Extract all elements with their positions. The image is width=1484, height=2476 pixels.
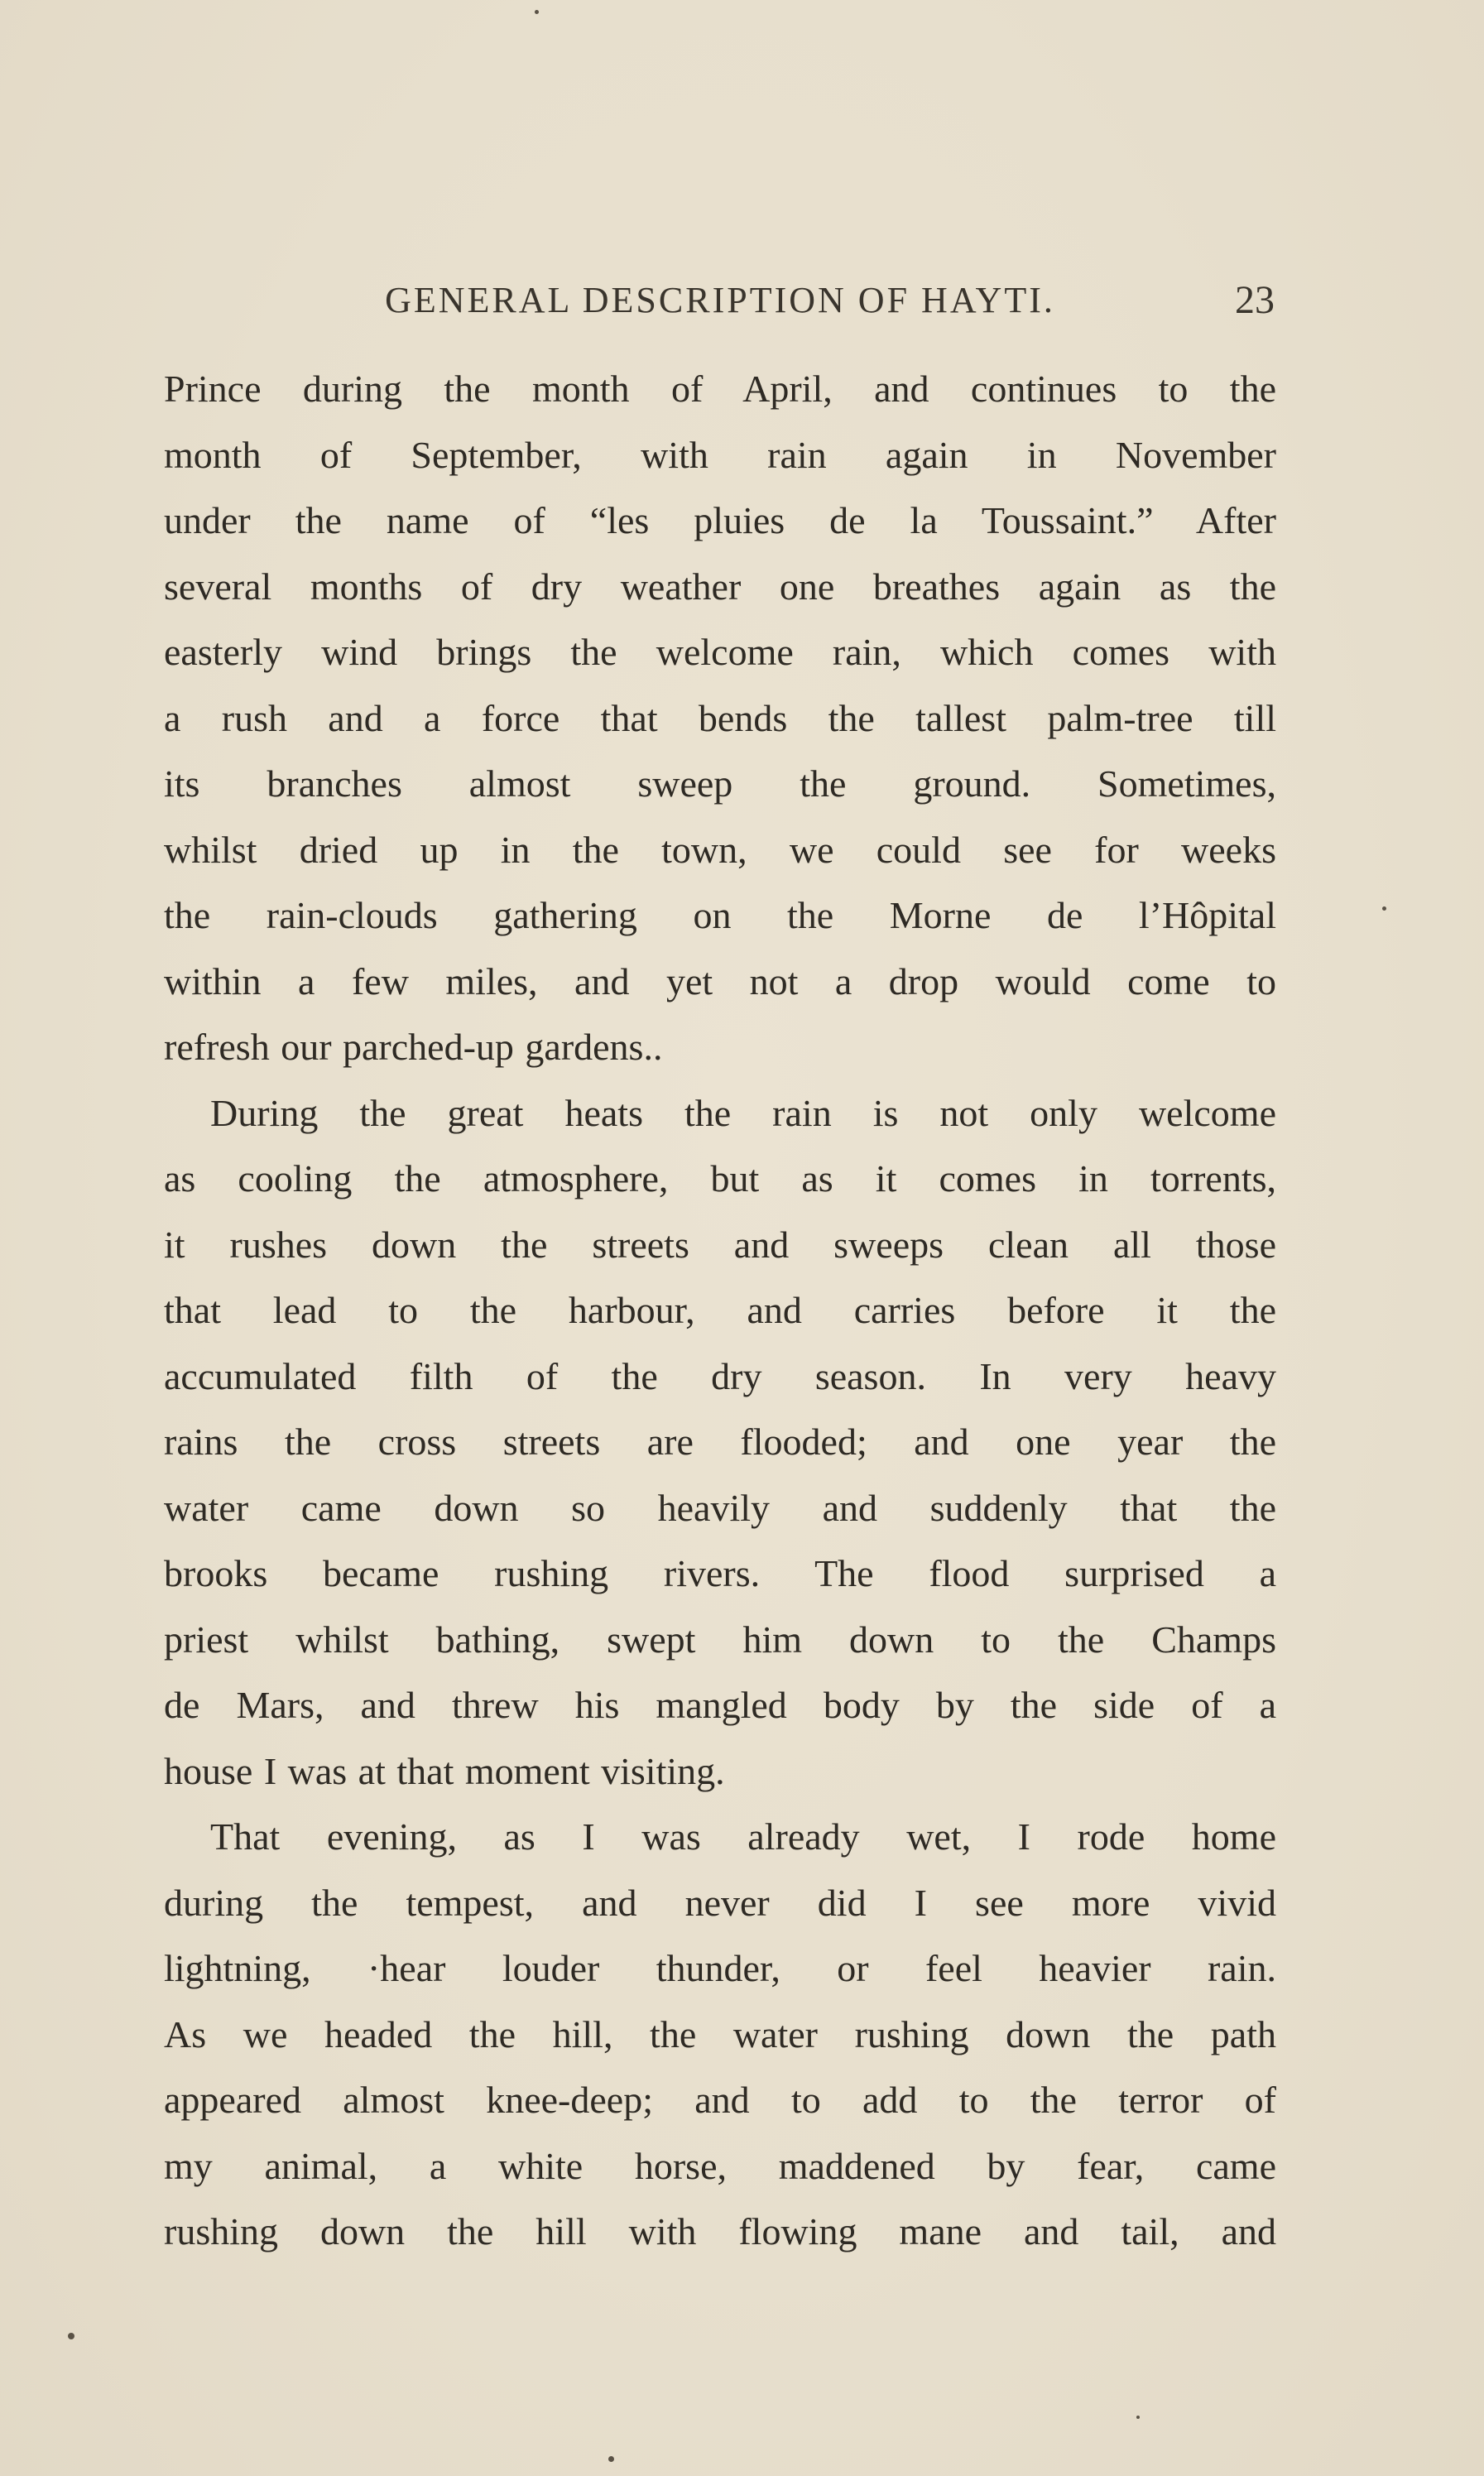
text-line: rains the cross streets are flooded; and one year the	[164, 1421, 1276, 1463]
text-line: rushing down the hill with flowing mane and tail, and	[164, 2210, 1276, 2252]
text-line: accumulated filth of the dry season. In very heavy	[164, 1354, 1276, 1397]
text-line: during the tempest, and never did I see more vivid	[164, 1881, 1276, 1924]
paragraph	[164, 1080, 1276, 1805]
text-line: lightning, ·hear louder thunder, or feel heavier rain.	[164, 1947, 1276, 1989]
text-line: As we headed the hill, the water rushing down the path	[164, 2012, 1276, 2055]
paragraph	[164, 356, 1276, 1080]
text-line: refresh our parched-up gardens..	[164, 1026, 663, 1068]
paragraph	[164, 1804, 1276, 2265]
text-line: easterly wind brings the welcome rain, which comes with	[164, 631, 1276, 673]
text-line: as cooling the atmosphere, but as it comes in torrents,	[164, 1157, 1276, 1200]
text-line: brooks became rushing rivers. The flood surprised a	[164, 1552, 1276, 1594]
text-line: within a few miles, and yet not a drop would come to	[164, 959, 1276, 1002]
text-line: appeared almost knee-deep; and to add to the terror of	[164, 2079, 1276, 2121]
text-line: priest whilst bathing, swept him down to the Champs	[164, 1618, 1276, 1661]
paper-speck	[1382, 906, 1386, 911]
text-line: During the great heats the rain is not only welcome	[210, 1091, 1276, 1134]
text-line: the rain-clouds gathering on the Morne de l’Hôpital	[164, 894, 1276, 936]
running-head	[166, 272, 1275, 329]
body-text	[164, 356, 1276, 2265]
text-line: Prince during the month of April, and continues to the	[164, 368, 1276, 410]
text-line: de Mars, and threw his mangled body by the side of a	[164, 1684, 1276, 1726]
text-line: whilst dried up in the town, we could see for weeks	[164, 828, 1276, 871]
text-line: it rushes down the streets and sweeps clean all those	[164, 1223, 1276, 1266]
text-line: month of September, with rain again in November	[164, 433, 1276, 476]
text-line: house I was at that moment visiting.	[164, 1749, 725, 1792]
paper-speck	[535, 10, 539, 14]
text-line: that lead to the harbour, and carries before it the	[164, 1289, 1276, 1331]
paper-speck	[1136, 2416, 1140, 2419]
running-title: GENERAL DESCRIPTION OF HAYTI.	[385, 280, 1055, 320]
text-line: several months of dry weather one breathes again as the	[164, 565, 1276, 608]
paper-speck	[68, 2333, 74, 2339]
text-line: water came down so heavily and suddenly that the	[164, 1486, 1276, 1529]
text-line: a rush and a force that bends the tallest palm-tree till	[164, 696, 1276, 739]
text-line: That evening, as I was already wet, I rode home	[210, 1815, 1276, 1858]
page-number: 23	[1235, 278, 1275, 322]
text-line: under the name of “les pluies de la Toussaint.” After	[164, 499, 1276, 541]
text-line: its branches almost sweep the ground. Sometimes,	[164, 762, 1276, 805]
text-line: my animal, a white horse, maddened by fear, came	[164, 2144, 1276, 2187]
paper-speck	[608, 2456, 614, 2462]
